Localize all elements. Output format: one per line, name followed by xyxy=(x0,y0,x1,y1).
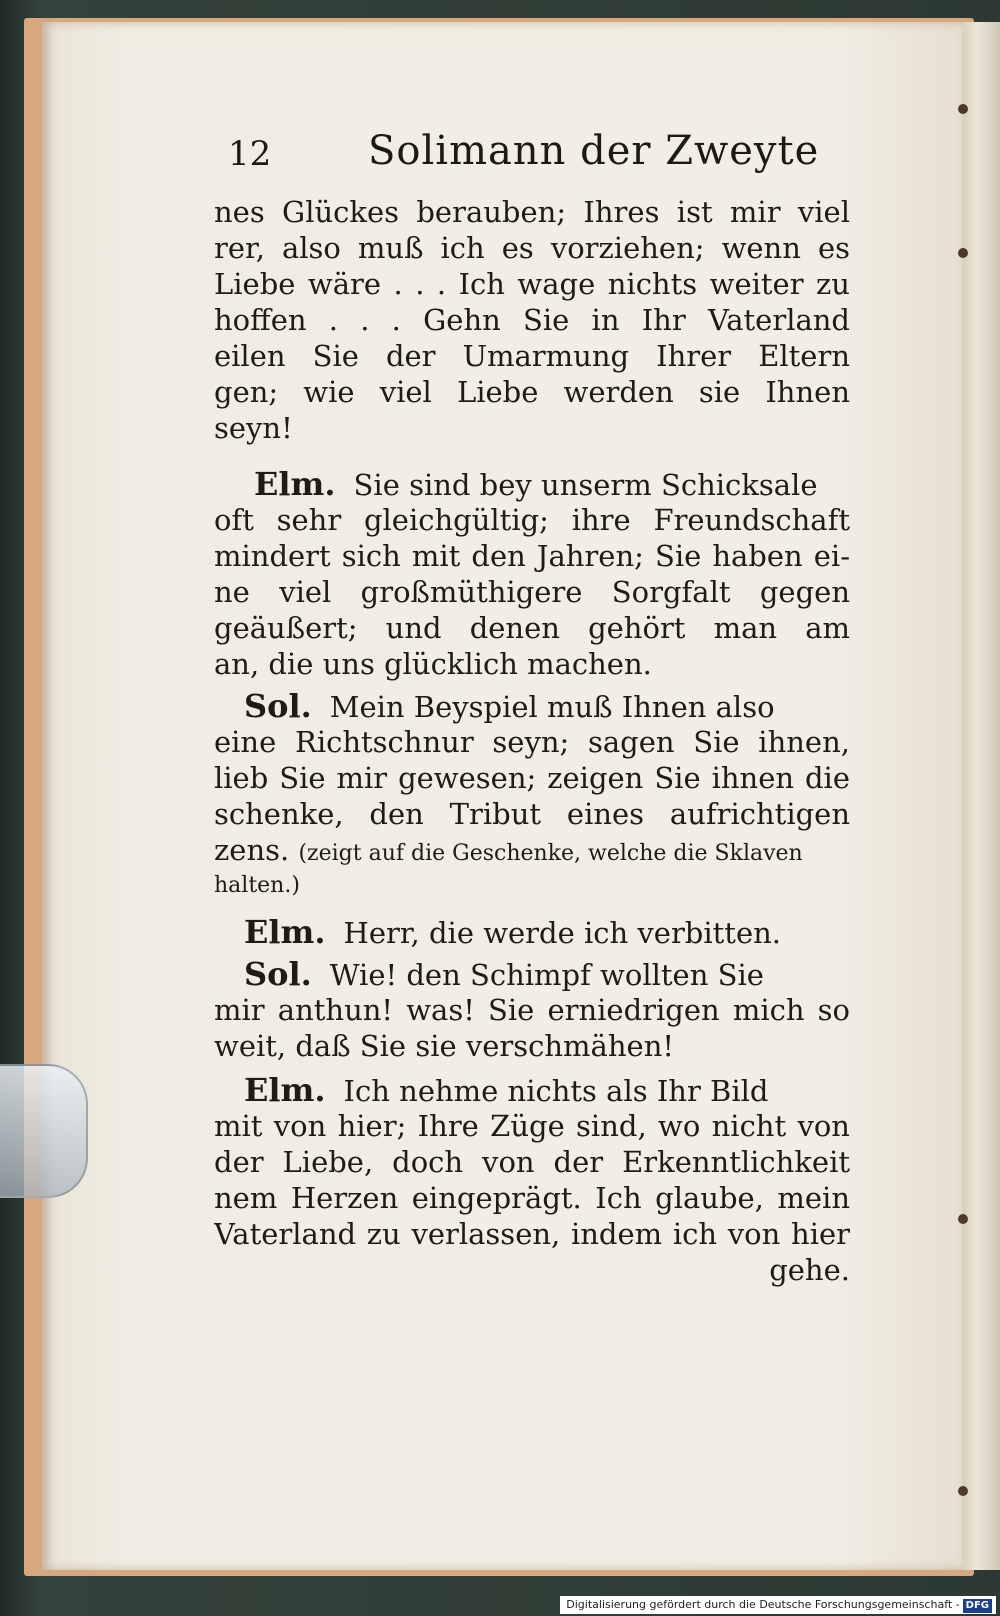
text-line: mir anthun! was! Sie erniedrigen mich so xyxy=(214,993,850,1027)
text-line: rer, also muß ich es vorziehen; wenn es xyxy=(214,231,850,265)
text-line: ne viel großmüthigere Sorgfalt gegen xyxy=(214,575,850,609)
speech-elm-3 xyxy=(214,1072,850,1288)
dfg-logo: DFG xyxy=(963,1599,992,1613)
digitization-credit xyxy=(560,1596,996,1614)
text-line: Liebe wäre . . . Ich wage nichts weiter zu xyxy=(214,267,850,301)
text-line: Ich nehme nichts als Ihr Bild xyxy=(343,1074,769,1108)
speaker-name: Sol. xyxy=(244,955,312,993)
speaker-name: Elm. xyxy=(244,1071,326,1109)
text-line: lieb Sie mir gewesen; zeigen Sie ihnen die xyxy=(214,761,850,795)
speech-sol-2 xyxy=(214,956,850,1064)
speech-elm-2 xyxy=(214,914,850,950)
text-line: an, die uns glücklich machen. xyxy=(214,647,652,681)
catchword: gehe. xyxy=(769,1253,850,1287)
text-line: eilen Sie der Umarmung Ihrer Eltern xyxy=(214,339,850,373)
binding-hole xyxy=(958,1486,968,1496)
speaker-name: Elm. xyxy=(254,465,336,503)
text-line: eine Richtschnur seyn; sagen Sie ihnen, xyxy=(214,725,850,759)
text-line: hoffen . . . Gehn Sie in Ihr Vaterland xyxy=(214,303,850,337)
text-line: seyn! xyxy=(214,411,293,445)
page-number: 12 xyxy=(228,134,272,174)
stage-direction: halten.) xyxy=(214,873,300,898)
page-clip xyxy=(0,1064,88,1198)
binding-hole xyxy=(958,1214,968,1224)
stage-direction: (zeigt auf die Geschenke, welche die Sklaven xyxy=(298,841,803,866)
text-line: schenke, den Tribut eines aufrichtigen xyxy=(214,797,850,831)
text-line: nes Glückes berauben; Ihres ist mir viel xyxy=(214,195,850,229)
text-line: Herr, die werde ich verbitten. xyxy=(343,916,782,950)
text-line: gen; wie viel Liebe werden sie Ihnen xyxy=(214,375,850,409)
text-line: zens. xyxy=(214,833,290,867)
text-line: Vaterland zu verlassen, indem ich von hier xyxy=(214,1217,850,1251)
text-line: Wie! den Schimpf wollten Sie xyxy=(329,958,764,992)
speaker-name: Elm. xyxy=(244,913,326,951)
text-line: Sie sind bey unserm Schicksale xyxy=(353,468,818,502)
speech-sol-1 xyxy=(214,688,850,904)
page-header xyxy=(228,128,848,188)
running-title: Solimann der Zweyte xyxy=(368,128,820,174)
text-line: mit von hier; Ihre Züge sind, wo nicht von xyxy=(214,1109,850,1143)
speaker-name: Sol. xyxy=(244,687,312,725)
text-line: der Liebe, doch von der Erkenntlichkeit xyxy=(214,1145,850,1179)
text-line: weit, daß Sie sie verschmähen! xyxy=(214,1029,675,1063)
text-line: geäußert; und denen gehört man am xyxy=(214,611,850,645)
credit-text: Digitalisierung gefördert durch die Deutsche Forschungsgemeinschaft - xyxy=(566,1598,960,1611)
page-body xyxy=(214,194,850,1288)
speech-elm-1 xyxy=(214,466,850,682)
text-line: nem Herzen eingeprägt. Ich glaube, mein xyxy=(214,1181,850,1215)
text-line: mindert sich mit den Jahren; Sie haben ei- xyxy=(214,539,850,573)
text-line: oft sehr gleichgültig; ihre Freundschaft xyxy=(214,503,850,537)
binding-hole xyxy=(958,248,968,258)
text-line: Mein Beyspiel muß Ihnen also xyxy=(329,690,775,724)
binding-hole xyxy=(958,104,968,114)
